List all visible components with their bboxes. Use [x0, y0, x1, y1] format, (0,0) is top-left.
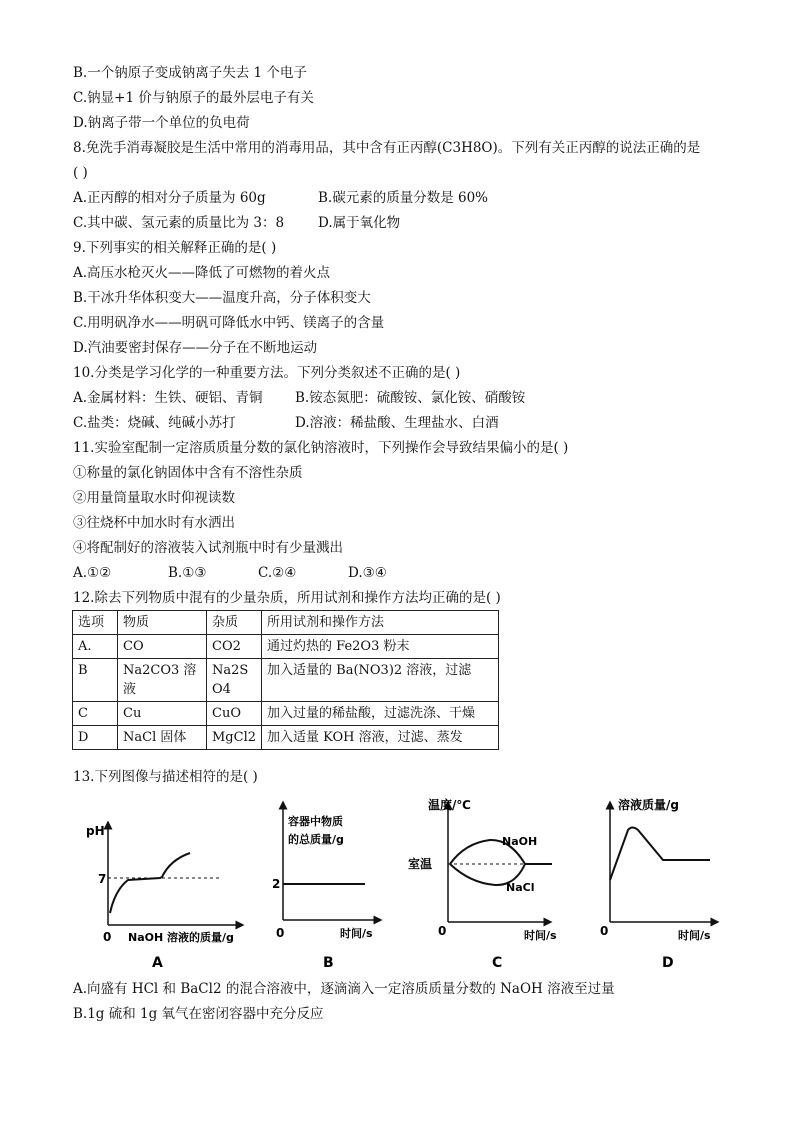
- question-11-item-1: ①称量的氯化钠固体中含有不溶性杂质: [73, 465, 303, 481]
- graph-b-xlabel: 时间/s: [340, 927, 373, 940]
- question-11-option-d: D.③④: [348, 565, 387, 581]
- graph-c-lower-label: NaCl: [506, 881, 535, 894]
- question-8-option-b: B.碳元素的质量分数是 60%: [318, 190, 489, 206]
- graph-d-origin: 0: [600, 924, 609, 938]
- question-9-option-c: C.用明矾净水——明矾可降低水中钙、镁离子的含量: [73, 315, 385, 331]
- graph-c-ylabel: 温度/℃: [428, 798, 471, 812]
- table-cell: 加入过量的稀盐酸，过滤洗涤、干燥: [262, 702, 499, 726]
- table-cell: C: [73, 702, 118, 726]
- question-11-stem: 11.实验室配制一定溶质质量分数的氯化钠溶液时，下列操作会导致结果偏小的是( ): [73, 440, 569, 456]
- table-cell: CO: [118, 635, 207, 659]
- graph-a-ylabel: pH: [86, 824, 105, 838]
- table-row: [73, 702, 499, 726]
- graph-a-origin: 0: [103, 930, 112, 944]
- graph-a-mark: 7: [98, 872, 107, 886]
- question-12-stem: 12.除去下列物质中混有的少量杂质，所用试剂和操作方法均正确的是( ): [73, 590, 501, 606]
- table-header-cell: 物质: [118, 611, 207, 635]
- graph-c-upper-label: NaOH: [502, 835, 538, 848]
- graph-c-caption: C: [492, 955, 503, 970]
- graph-c: [448, 805, 552, 922]
- graph-a-caption: A: [152, 955, 163, 970]
- table-header-cell: 所用试剂和操作方法: [262, 611, 499, 635]
- table-cell: 加入适量 KOH 溶液，过滤、蒸发: [262, 726, 499, 750]
- table-cell: 通过灼热的 Fe2O3 粉末: [262, 635, 499, 659]
- graph-a-curve: [110, 853, 190, 913]
- question-11-item-2: ②用量筒量取水时仰视读数: [73, 490, 235, 506]
- graph-b-ylabel-1: 容器中物质: [288, 815, 343, 828]
- question-8-option-c: C.其中碳、氢元素的质量比为 3：8: [73, 215, 285, 231]
- question-11-item-3: ③往烧杯中加水时有水洒出: [73, 515, 235, 531]
- question-11-option-b: B.①③: [168, 565, 207, 581]
- question-13-stem: 13.下列图像与描述相符的是( ): [73, 769, 258, 785]
- graph-b-origin: 0: [276, 926, 285, 940]
- question-10-stem: 10.分类是学习化学的一种重要方法。下列分类叙述不正确的是( ): [73, 365, 461, 381]
- question-8-option-a: A.正丙醇的相对分子质量为 60g: [73, 190, 266, 206]
- graph-d-xlabel: 时间/s: [678, 929, 711, 942]
- question-11-item-4: ④将配制好的溶液装入试剂瓶中时有少量溅出: [73, 540, 343, 556]
- graph-b-caption: B: [323, 955, 334, 970]
- graph-a-xlabel: NaOH 溶液的质量/g: [128, 931, 234, 944]
- table-cell: Na2SO4: [207, 659, 262, 702]
- question-10-option-d: D.溶液：稀盐酸、生理盐水、白酒: [295, 415, 499, 431]
- table-header-cell: 杂质: [207, 611, 262, 635]
- table-row: [73, 635, 499, 659]
- question-9-option-a: A.高压水枪灭火——降低了可燃物的着火点: [73, 265, 331, 281]
- question-11-option-c: C.②④: [258, 565, 297, 581]
- table-cell: A.: [73, 635, 118, 659]
- table-row: [73, 659, 499, 702]
- question-8-stem: 8.免洗手消毒凝胶是生活中常用的消毒用品，其中含有正丙醇(C3H8O)。下列有关正丙醇的说法正确的是: [73, 140, 701, 156]
- table-cell: Cu: [118, 702, 207, 726]
- table-cell: Na2CO3 溶液: [118, 659, 207, 702]
- question-10-option-a: A.金属材料：生铁、硬铝、青铜: [73, 390, 263, 406]
- question-10-option-b: B.铵态氮肥：硫酸铵、氯化铵、硝酸铵: [295, 390, 526, 406]
- graphs-panel: [70, 795, 730, 970]
- impurity-removal-table: [72, 610, 499, 750]
- question-11-option-a: A.①②: [73, 565, 112, 581]
- question-7-option-b: B.一个钠原子变成钠离子失去 1 个电子: [73, 65, 307, 81]
- table-header-row: [73, 611, 499, 635]
- question-8-paren: ( ): [73, 165, 88, 181]
- table-cell: MgCl2: [207, 726, 262, 750]
- table-header-cell: 选项: [73, 611, 118, 635]
- table-cell: CO2: [207, 635, 262, 659]
- question-9-option-d: D.汽油要密封保存——分子在不断地运动: [73, 340, 318, 356]
- graph-a: [108, 825, 240, 925]
- graph-b-ylabel-2: 的总质量/g: [288, 833, 344, 846]
- graph-b-mark: 2: [272, 877, 281, 891]
- table-cell: CuO: [207, 702, 262, 726]
- question-7-option-c: C.钠显+1 价与钠原子的最外层电子有关: [73, 90, 314, 106]
- graph-c-mark: 室温: [408, 857, 433, 871]
- question-9-option-b: B.干冰升华体积变大——温度升高，分子体积变大: [73, 290, 371, 306]
- table-cell: B: [73, 659, 118, 702]
- question-8-option-d: D.属于氧化物: [318, 215, 401, 231]
- question-9-stem: 9.下列事实的相关解释正确的是( ): [73, 240, 277, 256]
- question-10-option-c: C.盐类：烧碱、纯碱小苏打: [73, 415, 236, 431]
- graph-c-origin: 0: [438, 924, 447, 938]
- question-13-option-b: B.1g 硫和 1g 氧气在密闭容器中充分反应: [73, 1006, 324, 1022]
- graphs-svg: [70, 795, 730, 970]
- question-13-option-a: A.向盛有 HCl 和 BaCl2 的混合溶液中，逐滴滴入一定溶质质量分数的 NaOH 溶液至过量: [73, 981, 615, 997]
- graph-d-curve: [610, 828, 710, 881]
- table-row: [73, 726, 499, 750]
- table-cell: NaCl 固体: [118, 726, 207, 750]
- table-cell: 加入适量的 Ba(NO3)2 溶液，过滤: [262, 659, 499, 702]
- table-cell: D: [73, 726, 118, 750]
- graph-d: [610, 805, 715, 922]
- graph-c-xlabel: 时间/s: [524, 929, 557, 942]
- graph-d-ylabel: 溶液质量/g: [618, 798, 679, 812]
- question-7-option-d: D.钠离子带一个单位的负电荷: [73, 115, 250, 131]
- graph-d-caption: D: [662, 955, 674, 970]
